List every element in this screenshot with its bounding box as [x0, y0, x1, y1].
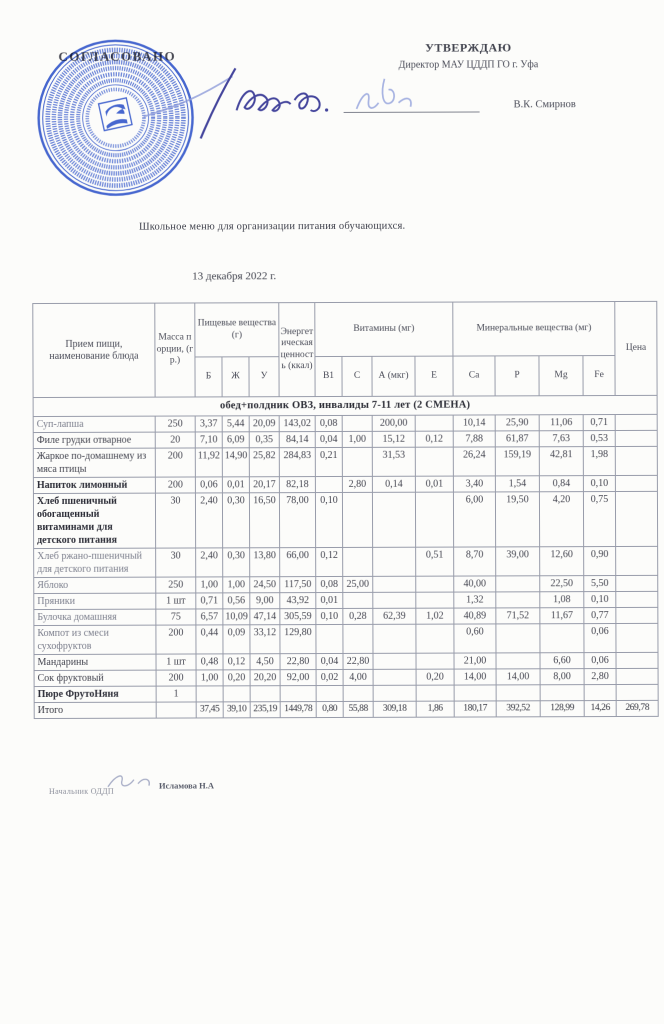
- col-header-vitamin-a: А (мкг): [372, 356, 415, 396]
- value-cell: 55,88: [343, 701, 373, 717]
- value-cell: [615, 430, 657, 446]
- mass-cell: 250: [155, 416, 195, 432]
- dish-name-cell: Мандарины: [34, 654, 156, 670]
- value-cell: 10,09: [223, 608, 250, 624]
- value-cell: 3,37: [195, 416, 222, 432]
- value-cell: 0,06: [195, 477, 222, 493]
- value-cell: 25,82: [249, 447, 279, 476]
- value-cell: 200,00: [372, 415, 415, 431]
- mass-cell: [156, 702, 196, 718]
- value-cell: 4,20: [539, 491, 583, 546]
- value-cell: [615, 475, 657, 491]
- value-cell: [342, 447, 372, 476]
- value-cell: [496, 684, 540, 700]
- value-cell: 6,57: [196, 609, 223, 625]
- value-cell: [373, 547, 416, 576]
- value-cell: 0,71: [583, 414, 615, 430]
- col-header-vitamin-e: Е: [415, 356, 453, 396]
- dish-name-cell: Булочка домашняя: [34, 609, 156, 625]
- value-cell: [280, 685, 316, 701]
- value-cell: 11,67: [540, 607, 584, 623]
- value-cell: 284,83: [279, 447, 315, 476]
- value-cell: 40,00: [454, 576, 496, 592]
- value-cell: 8,00: [540, 668, 584, 684]
- value-cell: 20,20: [250, 669, 280, 685]
- value-cell: [342, 415, 372, 431]
- value-cell: 7,10: [195, 432, 222, 448]
- value-cell: [316, 685, 343, 701]
- value-cell: [616, 684, 658, 700]
- value-cell: 1449,78: [280, 701, 316, 717]
- value-cell: 84,14: [279, 431, 315, 447]
- value-cell: 14,00: [454, 669, 496, 685]
- value-cell: 2,40: [196, 548, 223, 577]
- value-cell: 31,53: [372, 447, 415, 476]
- col-header-fat: Ж: [222, 357, 249, 397]
- value-cell: 7,88: [453, 431, 495, 447]
- value-cell: 12,60: [540, 546, 584, 575]
- value-cell: 37,45: [196, 702, 223, 718]
- value-cell: 0,04: [315, 431, 342, 447]
- table-row: [33, 491, 657, 548]
- footer-name: Исламова Н.А: [158, 780, 214, 791]
- value-cell: [223, 685, 250, 701]
- value-cell: [615, 446, 657, 475]
- value-cell: 305,59: [280, 608, 316, 624]
- dish-name-cell: Пряники: [34, 593, 156, 609]
- mass-cell: 200: [155, 477, 195, 493]
- value-cell: 33,12: [250, 624, 280, 653]
- dish-name-cell: Яблоко: [34, 577, 156, 593]
- value-cell: [196, 686, 223, 702]
- value-cell: 66,00: [280, 547, 316, 576]
- value-cell: [416, 592, 454, 608]
- value-cell: 6,00: [453, 492, 495, 547]
- value-cell: 71,52: [496, 607, 540, 623]
- col-header-dish: Прием пищи, наименование блюда: [33, 303, 155, 397]
- value-cell: 9,00: [250, 592, 280, 608]
- approve-title: УТВЕРЖДАЮ: [425, 40, 512, 55]
- value-cell: [373, 576, 416, 592]
- value-cell: [315, 476, 342, 492]
- value-cell: [540, 623, 584, 652]
- value-cell: 47,14: [250, 608, 280, 624]
- table-row: [34, 546, 658, 577]
- mass-cell: 1 шт: [156, 593, 196, 609]
- value-cell: [496, 623, 540, 652]
- value-cell: 0,84: [539, 475, 583, 491]
- value-cell: 3,40: [453, 476, 495, 492]
- value-cell: 20,09: [249, 415, 279, 431]
- value-cell: 1,00: [223, 576, 250, 592]
- value-cell: 0,56: [223, 592, 250, 608]
- value-cell: 0,10: [315, 492, 342, 547]
- value-cell: [373, 685, 416, 701]
- table-row: [34, 623, 658, 654]
- col-header-vitamin-b1: В1: [315, 356, 342, 396]
- value-cell: [616, 607, 658, 623]
- mass-cell: 200: [155, 448, 195, 477]
- value-cell: 159,19: [495, 446, 539, 475]
- value-cell: 42,81: [539, 446, 583, 475]
- value-cell: 0,20: [416, 669, 454, 685]
- dish-name-cell: Напиток лимонный: [33, 477, 155, 493]
- value-cell: [416, 576, 454, 592]
- col-header-protein: Б: [195, 357, 222, 397]
- value-cell: 14,00: [496, 668, 540, 684]
- value-cell: 0,77: [584, 607, 616, 623]
- col-header-fe: Fe: [583, 356, 615, 396]
- value-cell: 0,12: [415, 431, 453, 447]
- value-cell: [342, 492, 372, 547]
- value-cell: [616, 668, 658, 684]
- value-cell: 22,50: [540, 575, 584, 591]
- value-cell: 4,00: [343, 669, 373, 685]
- value-cell: 22,80: [343, 653, 373, 669]
- value-cell: 7,63: [539, 430, 583, 446]
- dish-name-cell: Хлеб ржано-пшеничный для детского питания: [34, 548, 156, 577]
- value-cell: [454, 685, 496, 701]
- document-title: Школьное меню для организации питания обучающихся.: [138, 220, 406, 233]
- value-cell: 39,00: [496, 546, 540, 575]
- value-cell: 0,10: [583, 475, 615, 491]
- value-cell: 62,39: [373, 608, 416, 624]
- value-cell: 0,14: [372, 476, 415, 492]
- mass-cell: 1 шт: [156, 654, 196, 670]
- section-title: обед+полдник ОВЗ, инвалиды 7-11 лет (2 СМЕНА): [33, 395, 657, 416]
- dish-name-cell: Жаркое по-домашнему из мяса птицы: [33, 448, 155, 477]
- value-cell: 143,02: [279, 415, 315, 431]
- value-cell: 1,98: [583, 446, 615, 475]
- value-cell: [616, 575, 658, 591]
- value-cell: 25,90: [495, 414, 539, 430]
- value-cell: 1,00: [342, 431, 372, 447]
- value-cell: [343, 624, 373, 653]
- value-cell: 15,12: [372, 431, 415, 447]
- value-cell: 82,18: [279, 476, 315, 492]
- footer: [48, 780, 214, 799]
- value-cell: 180,17: [454, 701, 496, 717]
- value-cell: 1,54: [495, 475, 539, 491]
- dish-name-cell: Итого: [34, 702, 156, 718]
- approver-signature: [138, 60, 333, 149]
- value-cell: 0,04: [316, 653, 343, 669]
- value-cell: 4,50: [250, 653, 280, 669]
- col-header-vitamins-group: Витамины (мг): [315, 302, 453, 356]
- footer-position: Начальник ОДДП: [48, 786, 115, 796]
- col-header-p: Р: [495, 356, 539, 396]
- value-cell: 129,80: [280, 624, 316, 653]
- value-cell: 22,80: [280, 653, 316, 669]
- col-header-nutrients-group: Пищевые вещества (г): [195, 303, 279, 357]
- value-cell: 92,00: [280, 669, 316, 685]
- value-cell: 5,50: [584, 575, 616, 591]
- value-cell: 61,87: [495, 430, 539, 446]
- approve-subtitle: Директор МАУ ЦДДП ГО г. Уфа: [398, 59, 539, 71]
- value-cell: 0,01: [316, 592, 343, 608]
- value-cell: 0,71: [196, 593, 223, 609]
- col-header-energy: Энергетическая ценность (ккал): [279, 303, 315, 397]
- mass-cell: 250: [156, 577, 196, 593]
- footer-signature: [104, 767, 160, 795]
- value-cell: 0,01: [415, 476, 453, 492]
- value-cell: 235,19: [250, 701, 280, 717]
- table-row: [33, 446, 657, 477]
- col-header-price: Цена: [615, 301, 657, 395]
- dish-name-cell: Сок фруктовый: [34, 670, 156, 686]
- value-cell: 0,30: [222, 492, 249, 547]
- value-cell: [373, 653, 416, 669]
- mass-cell: 75: [156, 609, 196, 625]
- value-cell: 1,02: [416, 608, 454, 624]
- menu-table-body: [33, 395, 658, 718]
- value-cell: [584, 684, 616, 700]
- mass-cell: 200: [156, 625, 196, 654]
- value-cell: 16,50: [249, 492, 279, 547]
- value-cell: 128,99: [540, 700, 584, 716]
- value-cell: 392,52: [496, 700, 540, 716]
- value-cell: [316, 624, 343, 653]
- total-row: [34, 700, 658, 718]
- value-cell: 13,80: [250, 547, 280, 576]
- value-cell: [496, 652, 540, 668]
- value-cell: [416, 624, 454, 653]
- col-header-mass: Масса порции, (гр.): [155, 303, 195, 397]
- value-cell: [496, 575, 540, 591]
- value-cell: 1,08: [540, 591, 584, 607]
- value-cell: [343, 592, 373, 608]
- value-cell: 117,50: [280, 576, 316, 592]
- value-cell: 269,78: [616, 700, 658, 716]
- value-cell: 0,01: [222, 476, 249, 492]
- value-cell: 0,28: [343, 608, 373, 624]
- value-cell: [616, 591, 658, 607]
- value-cell: 39,10: [223, 701, 250, 717]
- value-cell: 25,00: [343, 576, 373, 592]
- value-cell: 0,51: [416, 547, 454, 576]
- value-cell: 1,00: [196, 670, 223, 686]
- value-cell: 0,80: [316, 701, 343, 717]
- value-cell: [372, 492, 415, 547]
- value-cell: 0,75: [583, 491, 615, 546]
- value-cell: [250, 685, 280, 701]
- value-cell: 78,00: [279, 492, 315, 547]
- value-cell: 24,50: [250, 576, 280, 592]
- value-cell: 0,48: [196, 654, 223, 670]
- dish-name-cell: Хлеб пшеничный обогащенный витаминами для детского питания: [33, 493, 155, 548]
- value-cell: 0,09: [223, 624, 250, 653]
- value-cell: 0,10: [316, 608, 343, 624]
- dish-name-cell: Суп-лапша: [33, 416, 155, 432]
- value-cell: 0,12: [316, 547, 343, 576]
- value-cell: 0,08: [315, 415, 342, 431]
- stamp-emblem-icon: [99, 98, 132, 131]
- value-cell: 11,06: [539, 414, 583, 430]
- mass-cell: 30: [155, 493, 195, 548]
- value-cell: [416, 653, 454, 669]
- value-cell: [373, 624, 416, 653]
- mass-cell: 1: [156, 686, 196, 702]
- value-cell: 14,26: [584, 700, 616, 716]
- value-cell: [616, 491, 658, 546]
- value-cell: 8,70: [454, 547, 496, 576]
- mass-cell: 20: [155, 432, 195, 448]
- col-header-ca: Са: [453, 356, 495, 396]
- value-cell: 26,24: [453, 447, 495, 476]
- value-cell: 0,06: [584, 623, 616, 652]
- value-cell: [373, 669, 416, 685]
- value-cell: [496, 591, 540, 607]
- col-header-carbs: У: [249, 357, 279, 397]
- value-cell: 2,80: [342, 476, 372, 492]
- value-cell: 0,60: [454, 624, 496, 653]
- dish-name-cell: Компот из смеси сухофруктов: [34, 625, 156, 654]
- section-row: [33, 395, 657, 416]
- value-cell: 0,44: [196, 625, 223, 654]
- mass-cell: 30: [156, 548, 196, 577]
- value-cell: [616, 546, 658, 575]
- value-cell: 1,86: [416, 701, 454, 717]
- value-cell: [615, 414, 657, 430]
- document-date: 13 декабря 2022 г.: [192, 270, 277, 283]
- col-header-vitamin-c: С: [342, 356, 372, 396]
- value-cell: [343, 547, 373, 576]
- value-cell: [616, 652, 658, 668]
- value-cell: [343, 685, 373, 701]
- value-cell: 5,44: [222, 415, 249, 431]
- value-cell: 0,02: [316, 669, 343, 685]
- value-cell: [540, 684, 584, 700]
- value-cell: 40,89: [454, 608, 496, 624]
- value-cell: 2,80: [584, 668, 616, 684]
- mass-cell: 200: [156, 670, 196, 686]
- value-cell: 0,53: [583, 430, 615, 446]
- director-signature: [348, 71, 443, 119]
- dish-name-cell: Пюре ФрутоНяня: [34, 686, 156, 702]
- value-cell: 2,40: [195, 493, 222, 548]
- value-cell: 6,60: [540, 652, 584, 668]
- value-cell: [415, 447, 453, 476]
- value-cell: 309,18: [373, 701, 416, 717]
- value-cell: 11,92: [195, 448, 222, 477]
- dish-name-cell: Филе грудки отварное: [33, 432, 155, 448]
- value-cell: [416, 685, 454, 701]
- agreed-label: СОГЛАСОВАНО: [58, 48, 177, 64]
- value-cell: 43,92: [280, 592, 316, 608]
- value-cell: [373, 592, 416, 608]
- value-cell: [616, 623, 658, 652]
- approval-block: [343, 40, 593, 71]
- value-cell: 1,00: [196, 577, 223, 593]
- director-name: В.К. Смирнов: [513, 99, 576, 111]
- value-cell: 0,30: [223, 547, 250, 576]
- value-cell: 0,06: [584, 652, 616, 668]
- col-header-minerals-group: Минеральные вещества (мг): [453, 302, 615, 357]
- value-cell: 6,09: [222, 431, 249, 447]
- value-cell: 14,90: [222, 447, 249, 476]
- value-cell: 20,17: [249, 476, 279, 492]
- col-header-mg: Mg: [539, 356, 583, 396]
- value-cell: 0,21: [315, 447, 342, 476]
- value-cell: [415, 492, 453, 547]
- value-cell: 10,14: [453, 415, 495, 431]
- value-cell: [415, 415, 453, 431]
- value-cell: 0,10: [584, 591, 616, 607]
- value-cell: 0,20: [223, 669, 250, 685]
- value-cell: 0,35: [249, 431, 279, 447]
- value-cell: 21,00: [454, 653, 496, 669]
- menu-table: [32, 301, 659, 719]
- value-cell: 0,12: [223, 653, 250, 669]
- value-cell: 19,50: [495, 491, 539, 546]
- value-cell: 0,08: [316, 576, 343, 592]
- value-cell: 0,90: [584, 546, 616, 575]
- value-cell: 1,32: [454, 592, 496, 608]
